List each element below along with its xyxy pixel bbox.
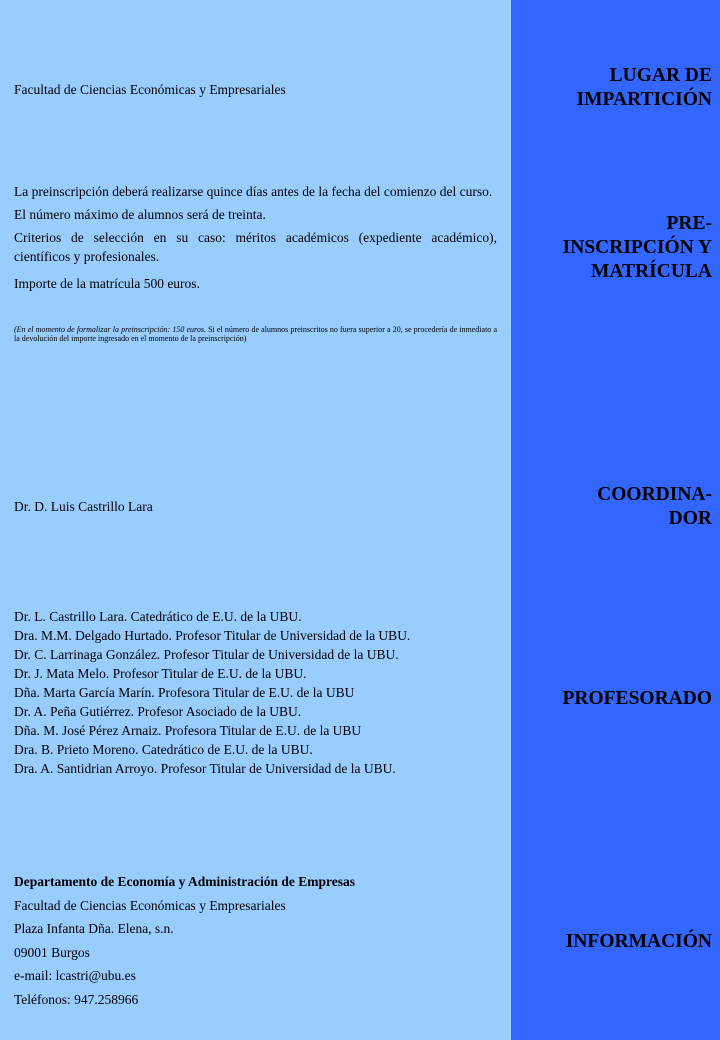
profesor-line: Dr. L. Castrillo Lara. Catedrático de E.U. de la UBU. <box>14 609 302 624</box>
coordinador-text: Dr. D. Luis Castrillo Lara <box>14 499 153 514</box>
informacion-email: e-mail: lcastri@ubu.es <box>14 968 136 983</box>
profesor-line: Dra. A. Santidrian Arroyo. Profesor Titular de Universidad de la UBU. <box>14 761 396 776</box>
profesorado-list <box>14 607 497 778</box>
heading-informacion <box>512 930 712 954</box>
preinscripcion-paragraph: Importe de la matrícula 500 euros. <box>14 276 200 291</box>
heading-line: PRE- <box>666 213 712 234</box>
preinscripcion-paragraph: El número máximo de alumnos será de treinta. <box>14 207 266 222</box>
profesor-line: Dr. C. Larrinaga González. Profesor Titular de Universidad de la UBU. <box>14 647 399 662</box>
profesor-line: Dña. M. José Pérez Arnaiz. Profesora Titular de E.U. de la UBU <box>14 723 362 738</box>
heading-lugar <box>512 64 712 112</box>
informacion-block <box>14 870 497 1011</box>
informacion-title: Departamento de Economía y Administración de Empresas <box>14 874 355 889</box>
informacion-phone: Teléfonos: 947.258966 <box>14 991 139 1007</box>
heading-line: DOR <box>668 508 712 529</box>
heading-line: IMPARTICIÓN <box>576 89 712 110</box>
heading-line: PROFESORADO <box>562 688 712 709</box>
preinscripcion-note <box>14 325 497 343</box>
lugar-text: Facultad de Ciencias Económicas y Empresariales <box>14 82 286 97</box>
profesor-line: Dra. B. Prieto Moreno. Catedrático de E.U. de la UBU. <box>14 742 313 757</box>
informacion-line: Facultad de Ciencias Económicas y Empresariales <box>14 897 286 913</box>
note-rest: Si el número de alumnos preinscritos no fuera superior a 20, se procedería de inmediato a la devolución del importe ingresado en el momento de la preinscripción) <box>14 325 497 343</box>
heading-line: MATRÍCULA <box>591 261 712 282</box>
preinscripcion-paragraph: La preinscripción deberá realizarse quince días antes de la fecha del comienzo del curso. <box>14 184 493 199</box>
informacion-line: 09001 Burgos <box>14 944 90 960</box>
heading-line: LUGAR DE <box>609 65 712 86</box>
heading-line: INFORMACIÓN <box>565 931 712 952</box>
heading-preinscripcion <box>512 212 712 284</box>
heading-line: COORDINA- <box>597 484 712 505</box>
heading-coordinador <box>512 483 712 531</box>
heading-line: INSCRIPCIÓN Y <box>562 237 712 258</box>
heading-profesorado <box>512 687 712 711</box>
profesor-line: Dr. A. Peña Gutiérrez. Profesor Asociado de la UBU. <box>14 704 302 719</box>
profesor-line: Dña. Marta García Marín. Profesora Titular de E.U. de la UBU <box>14 685 355 700</box>
profesor-line: Dra. M.M. Delgado Hurtado. Profesor Titular de Universidad de la UBU. <box>14 628 411 643</box>
preinscripcion-paragraph: Criterios de selección en su caso: méritos académicos (expediente académico), científicos y profesionales. <box>14 230 497 264</box>
preinscripcion-block <box>14 182 497 297</box>
informacion-line: Plaza Infanta Dña. Elena, s.n. <box>14 921 174 936</box>
note-italic: (En el momento de formalizar la preinscripción: 150 euros. <box>14 325 206 334</box>
profesor-line: Dr. J. Mata Melo. Profesor Titular de E.U. de la UBU. <box>14 666 307 681</box>
